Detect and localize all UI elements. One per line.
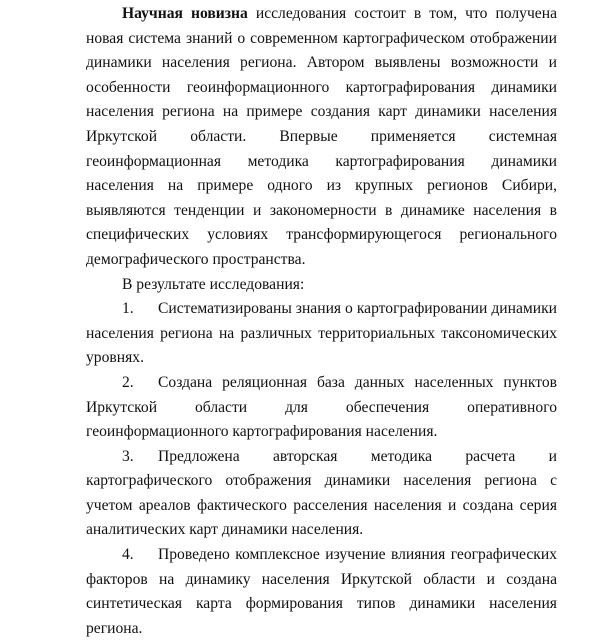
novelty-paragraph: [86, 2, 557, 273]
results-item-4: [86, 543, 557, 641]
results-item-number: 3.: [122, 447, 134, 465]
results-item-number: 2.: [122, 373, 134, 391]
results-item-text: Систематизированы знания о картографировании динамики населения региона на различных территориальных таксономических уровнях.: [86, 300, 557, 367]
results-intro: В результате исследования:: [122, 275, 305, 293]
results-item-text: Создана реляционная база данных населенных пунктов Иркутской области для обеспечения оперативного геоинформационного картографирования населения.: [86, 373, 557, 441]
results-item-text: Предложена авторская методика расчета и картографического отображения динамики населения региона с учетом ареалов фактического расселения населения и создана серия аналитических карт динамики населения.: [86, 447, 557, 539]
results-item-text: Проведено комплексное изучение влияния географических факторов на динамику населения Иркутской области и создана синтетическая карта формирования типов динамики населения региона.: [86, 546, 557, 637]
novelty-lead: Научная новизна: [122, 5, 248, 22]
results-item-2: [86, 371, 557, 445]
results-item-1: [86, 297, 557, 371]
novelty-text: исследования состоит в том, что получена новая система знаний о современном картографическом отображении динамики населения региона. Автором выявлены возможности и особенности геоинформационного картографирования динамики населения региона на примере создания карт динамики населения Иркутской области. Впервые применяется системная геоинформационная методика картографирования динамики населения на примере одного из крупных регионов Сибири, выявляются тенденции и закономерности в динамике населения в специфических условиях трансформирующегося регионального демографического пространства.: [86, 5, 557, 268]
results-item-3: [86, 445, 557, 543]
results-item-number: 1.: [122, 300, 134, 318]
results-item-number: 4.: [122, 546, 134, 564]
